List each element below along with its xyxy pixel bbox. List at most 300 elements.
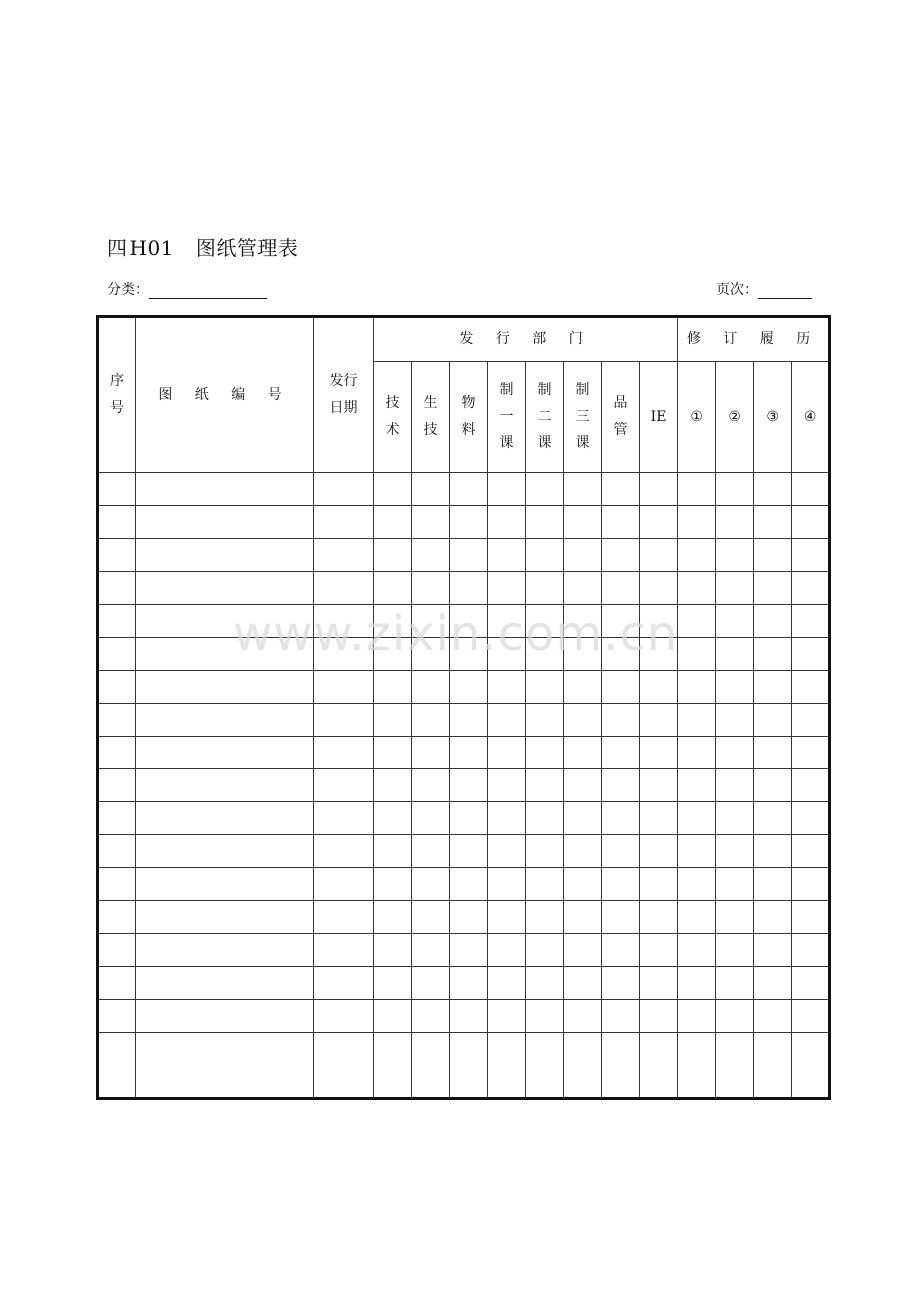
table-cell: [450, 505, 488, 538]
header-row-1: [98, 317, 830, 362]
table-row: [98, 538, 830, 571]
table-cell: [374, 868, 412, 901]
table-cell: [564, 802, 602, 835]
table-cell: [314, 670, 374, 703]
table-cell: [564, 901, 602, 934]
table-cell: [602, 538, 640, 571]
table-cell: [792, 1000, 830, 1033]
table-cell: [488, 604, 526, 637]
table-cell: [450, 868, 488, 901]
table-cell: [602, 1000, 640, 1033]
table-row: [98, 703, 830, 736]
table-cell: [792, 505, 830, 538]
table-row: [98, 1032, 830, 1098]
table-cell: [374, 1000, 412, 1033]
table-cell: [792, 802, 830, 835]
table-cell: [374, 473, 412, 506]
table-cell: [716, 538, 754, 571]
table-cell: [98, 802, 136, 835]
table-cell: [792, 736, 830, 769]
table-cell: [678, 1032, 716, 1098]
table-cell: [526, 868, 564, 901]
table-cell: [314, 505, 374, 538]
table-row: [98, 571, 830, 604]
table-cell: [564, 473, 602, 506]
table-cell: [488, 538, 526, 571]
table-cell: [488, 571, 526, 604]
table-cell: [754, 571, 792, 604]
category-field: [107, 279, 267, 299]
table-cell: [488, 473, 526, 506]
table-cell: [564, 736, 602, 769]
table-cell: [136, 505, 314, 538]
table-cell: [716, 967, 754, 1000]
table-cell: [792, 604, 830, 637]
table-cell: [754, 538, 792, 571]
table-cell: [678, 1000, 716, 1033]
table-cell: [678, 670, 716, 703]
table-cell: [754, 868, 792, 901]
department-header-6: 品 管: [602, 362, 640, 473]
table-cell: [136, 868, 314, 901]
table-cell: [792, 934, 830, 967]
table-cell: [564, 769, 602, 802]
table-cell: [602, 604, 640, 637]
table-cell: [602, 868, 640, 901]
revision-header-4: ④: [792, 362, 830, 473]
table-cell: [314, 769, 374, 802]
table-cell: [564, 1000, 602, 1033]
table-cell: [792, 835, 830, 868]
table-cell: [98, 604, 136, 637]
table-cell: [640, 868, 678, 901]
table-cell: [602, 934, 640, 967]
table-cell: [98, 473, 136, 506]
table-cell: [136, 1000, 314, 1033]
table-cell: [526, 967, 564, 1000]
table-row: [98, 934, 830, 967]
table-cell: [412, 835, 450, 868]
table-cell: [602, 1032, 640, 1098]
table-cell: [640, 703, 678, 736]
table-cell: [488, 835, 526, 868]
table-cell: [314, 736, 374, 769]
table-cell: [488, 505, 526, 538]
table-row: [98, 637, 830, 670]
table-cell: [754, 736, 792, 769]
table-cell: [564, 934, 602, 967]
table-cell: [564, 1032, 602, 1098]
table-cell: [450, 901, 488, 934]
department-header-4: 制 二 课: [526, 362, 564, 473]
seq-header: 序 号: [98, 317, 136, 473]
table-cell: [792, 1032, 830, 1098]
table-cell: [314, 1032, 374, 1098]
table-cell: [792, 473, 830, 506]
table-cell: [450, 670, 488, 703]
table-cell: [98, 868, 136, 901]
table-cell: [792, 637, 830, 670]
table-cell: [412, 604, 450, 637]
table-cell: [412, 1032, 450, 1098]
table-cell: [792, 538, 830, 571]
table-cell: [450, 967, 488, 1000]
table-cell: [412, 934, 450, 967]
table-cell: [716, 769, 754, 802]
table-cell: [374, 736, 412, 769]
table-cell: [374, 670, 412, 703]
table-cell: [792, 868, 830, 901]
table-cell: [792, 967, 830, 1000]
title-code: H01: [129, 236, 174, 260]
table-cell: [754, 901, 792, 934]
table-cell: [678, 505, 716, 538]
table-cell: [526, 835, 564, 868]
revision-history-header: 修 订 履 历: [678, 317, 830, 362]
table-row: [98, 967, 830, 1000]
table-cell: [450, 538, 488, 571]
table-cell: [564, 868, 602, 901]
table-cell: [526, 538, 564, 571]
table-cell: [488, 736, 526, 769]
category-blank-line: [149, 284, 267, 299]
table-cell: [412, 802, 450, 835]
table-cell: [526, 736, 564, 769]
table-cell: [314, 571, 374, 604]
table-cell: [374, 505, 412, 538]
table-row: [98, 670, 830, 703]
table-cell: [374, 604, 412, 637]
table-cell: [602, 967, 640, 1000]
table-cell: [640, 637, 678, 670]
table-cell: [526, 934, 564, 967]
department-header-2: 物 料: [450, 362, 488, 473]
table-cell: [374, 538, 412, 571]
table-cell: [678, 769, 716, 802]
table-cell: [374, 802, 412, 835]
table-cell: [98, 901, 136, 934]
table-cell: [640, 670, 678, 703]
table-cell: [640, 967, 678, 1000]
table-cell: [488, 637, 526, 670]
table-cell: [314, 967, 374, 1000]
table-cell: [412, 736, 450, 769]
table-cell: [412, 1000, 450, 1033]
table-cell: [564, 538, 602, 571]
title-prefix: 四: [107, 236, 128, 260]
table-cell: [602, 505, 640, 538]
table-cell: [136, 637, 314, 670]
table-cell: [526, 802, 564, 835]
table-cell: [314, 802, 374, 835]
table-cell: [136, 571, 314, 604]
table-cell: [488, 1032, 526, 1098]
table-cell: [792, 571, 830, 604]
table-cell: [640, 934, 678, 967]
table-cell: [526, 1032, 564, 1098]
table-cell: [488, 1000, 526, 1033]
table-cell: [374, 901, 412, 934]
table-cell: [754, 637, 792, 670]
table-cell: [98, 835, 136, 868]
table-cell: [564, 637, 602, 670]
table-cell: [716, 604, 754, 637]
table-cell: [412, 967, 450, 1000]
table-cell: [526, 901, 564, 934]
table-cell: [136, 538, 314, 571]
table-cell: [678, 835, 716, 868]
table-cell: [754, 604, 792, 637]
table-cell: [98, 538, 136, 571]
table-cell: [98, 703, 136, 736]
table-cell: [314, 835, 374, 868]
table-cell: [602, 769, 640, 802]
revision-header-2: ②: [716, 362, 754, 473]
table-row: [98, 505, 830, 538]
table-cell: [488, 934, 526, 967]
table-cell: [678, 637, 716, 670]
page-number-field: [716, 279, 812, 299]
table-cell: [678, 868, 716, 901]
page-blank-line: [758, 284, 812, 299]
table-cell: [450, 1032, 488, 1098]
table-cell: [488, 670, 526, 703]
table-cell: [314, 1000, 374, 1033]
table-cell: [792, 769, 830, 802]
table-cell: [792, 670, 830, 703]
table-cell: [678, 571, 716, 604]
table-cell: [716, 505, 754, 538]
watermark: www.zixin.com.cn: [233, 606, 679, 662]
table-cell: [98, 1000, 136, 1033]
title-name: 图纸管理表: [195, 236, 299, 260]
table-cell: [526, 1000, 564, 1033]
table-cell: [450, 736, 488, 769]
department-header-1: 生 技: [412, 362, 450, 473]
table-cell: [716, 934, 754, 967]
table-cell: [374, 934, 412, 967]
table-cell: [314, 538, 374, 571]
table-cell: [526, 604, 564, 637]
table-cell: [564, 604, 602, 637]
table-cell: [754, 934, 792, 967]
table-cell: [602, 703, 640, 736]
table-cell: [678, 934, 716, 967]
table-cell: [98, 736, 136, 769]
table-cell: [450, 604, 488, 637]
table-cell: [754, 802, 792, 835]
revision-header-3: ③: [754, 362, 792, 473]
table-cell: [136, 967, 314, 1000]
table-cell: [136, 1032, 314, 1098]
table-cell: [640, 505, 678, 538]
table-cell: [602, 670, 640, 703]
table-cell: [602, 835, 640, 868]
table-cell: [526, 703, 564, 736]
table-cell: [450, 637, 488, 670]
table-cell: [374, 1032, 412, 1098]
table-row: [98, 901, 830, 934]
table-cell: [716, 736, 754, 769]
table-cell: [602, 637, 640, 670]
table-cell: [678, 736, 716, 769]
table-cell: [136, 736, 314, 769]
table-cell: [488, 769, 526, 802]
table-cell: [526, 571, 564, 604]
table-cell: [792, 901, 830, 934]
table-cell: [98, 934, 136, 967]
table-cell: [450, 571, 488, 604]
table-row: [98, 835, 830, 868]
table-cell: [640, 571, 678, 604]
table-cell: [314, 703, 374, 736]
table-cell: [450, 703, 488, 736]
table-cell: [640, 1000, 678, 1033]
table-cell: [716, 703, 754, 736]
table-cell: [716, 802, 754, 835]
table-cell: [564, 967, 602, 1000]
table-cell: [488, 703, 526, 736]
table-cell: [488, 967, 526, 1000]
table-cell: [602, 901, 640, 934]
table-cell: [526, 505, 564, 538]
table-cell: [602, 571, 640, 604]
table-cell: [98, 1032, 136, 1098]
table-cell: [374, 769, 412, 802]
table-cell: [412, 637, 450, 670]
table-cell: [640, 604, 678, 637]
table-cell: [488, 901, 526, 934]
table-cell: [640, 769, 678, 802]
table-cell: [136, 934, 314, 967]
table-cell: [98, 637, 136, 670]
table-cell: [640, 473, 678, 506]
table-row: [98, 868, 830, 901]
issue-date-header: 发行 日期: [314, 317, 374, 473]
table-cell: [640, 835, 678, 868]
table-cell: [678, 967, 716, 1000]
table-cell: [716, 835, 754, 868]
table-cell: [136, 802, 314, 835]
table-cell: [678, 604, 716, 637]
table-cell: [98, 505, 136, 538]
table-cell: [564, 670, 602, 703]
drawing-number-header: 图 纸 编 号: [136, 317, 314, 473]
table-cell: [450, 769, 488, 802]
category-label: 分类：: [107, 282, 149, 298]
table-cell: [374, 637, 412, 670]
table-cell: [314, 604, 374, 637]
department-header-0: 技 术: [374, 362, 412, 473]
table-cell: [136, 835, 314, 868]
table-cell: [374, 703, 412, 736]
table-cell: [98, 571, 136, 604]
table-cell: [716, 901, 754, 934]
table-cell: [564, 571, 602, 604]
table-cell: [716, 473, 754, 506]
table-cell: [526, 670, 564, 703]
table-cell: [640, 1032, 678, 1098]
table-cell: [640, 901, 678, 934]
table-cell: [136, 703, 314, 736]
table-cell: [412, 571, 450, 604]
table-cell: [754, 1032, 792, 1098]
drawing-management-table: [96, 315, 831, 1100]
table-cell: [450, 1000, 488, 1033]
table-cell: [678, 802, 716, 835]
table-row: [98, 1000, 830, 1033]
table-row: [98, 473, 830, 506]
table-cell: [564, 505, 602, 538]
table-cell: [136, 473, 314, 506]
table-row: [98, 736, 830, 769]
table-cell: [716, 1000, 754, 1033]
table-cell: [136, 769, 314, 802]
table-cell: [314, 934, 374, 967]
table-cell: [412, 538, 450, 571]
table-cell: [374, 571, 412, 604]
document-title: [107, 232, 298, 261]
table-row: [98, 769, 830, 802]
table-cell: [716, 1032, 754, 1098]
table-cell: [526, 473, 564, 506]
table-cell: [716, 670, 754, 703]
table-cell: [450, 802, 488, 835]
page-label: 页次：: [716, 282, 758, 298]
table-cell: [754, 473, 792, 506]
table-cell: [450, 934, 488, 967]
table-cell: [314, 637, 374, 670]
table-cell: [716, 571, 754, 604]
table-cell: [678, 901, 716, 934]
table-cell: [754, 670, 792, 703]
table-cell: [488, 868, 526, 901]
table-cell: [754, 835, 792, 868]
table-cell: [412, 670, 450, 703]
table-cell: [314, 868, 374, 901]
table-cell: [754, 967, 792, 1000]
table-cell: [602, 736, 640, 769]
table-cell: [678, 703, 716, 736]
table-row: [98, 802, 830, 835]
table-cell: [412, 901, 450, 934]
table-cell: [754, 1000, 792, 1033]
table-cell: [98, 670, 136, 703]
table-cell: [488, 802, 526, 835]
table-cell: [602, 473, 640, 506]
table-cell: [136, 670, 314, 703]
table-cell: [678, 473, 716, 506]
table-cell: [716, 868, 754, 901]
table-cell: [754, 769, 792, 802]
table-cell: [754, 703, 792, 736]
table-cell: [314, 901, 374, 934]
table-cell: [602, 802, 640, 835]
table-cell: [412, 505, 450, 538]
table-cell: [564, 835, 602, 868]
table-body: [98, 317, 830, 1099]
table-cell: [412, 769, 450, 802]
table-cell: [640, 736, 678, 769]
revision-header-1: ①: [678, 362, 716, 473]
table-row: [98, 604, 830, 637]
table-cell: [640, 538, 678, 571]
table-cell: [450, 835, 488, 868]
table-cell: [412, 473, 450, 506]
table-cell: [754, 505, 792, 538]
department-header-3: 制 一 课: [488, 362, 526, 473]
table-cell: [792, 703, 830, 736]
